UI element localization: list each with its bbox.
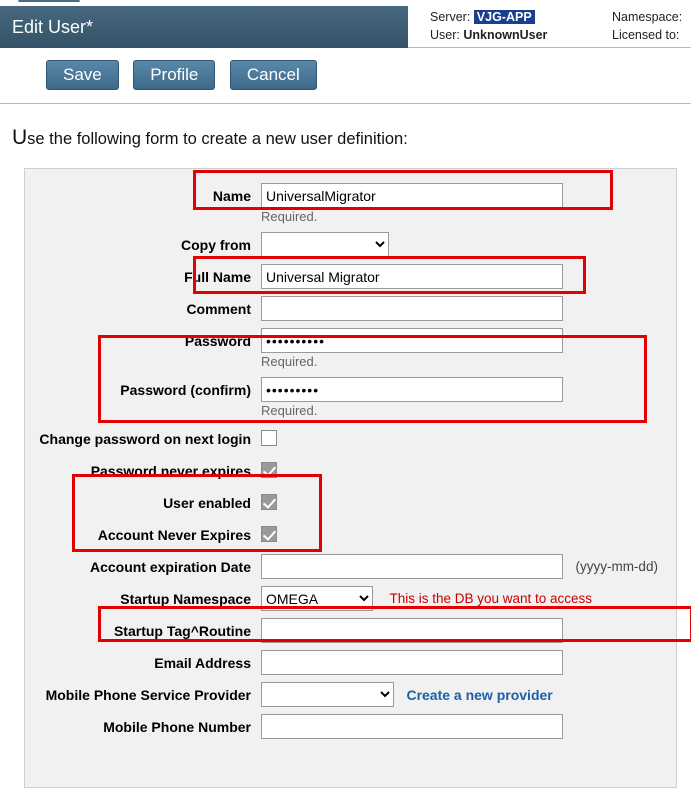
cancel-button[interactable]: Cancel <box>230 60 317 90</box>
email-address-label: Email Address <box>154 655 251 671</box>
intro-dropcap: U <box>12 126 28 149</box>
field-row-password <box>25 328 666 371</box>
comment-input[interactable] <box>261 296 563 321</box>
mobile-number-input[interactable] <box>261 714 563 739</box>
password-never-expires-checkbox[interactable] <box>261 462 277 478</box>
server-info <box>430 8 547 44</box>
user-value: UnknownUser <box>463 28 548 42</box>
startup-tag-routine-label: Startup Tag^Routine <box>113 623 251 639</box>
field-row-startup-namespace <box>25 586 666 612</box>
server-label: Server: <box>430 10 471 24</box>
user-enabled-label: User enabled <box>163 495 251 511</box>
startup-namespace-label: Startup Namespace <box>120 591 251 607</box>
comment-label: Comment <box>186 301 251 317</box>
licensed-to-label: Licensed to: <box>612 28 680 42</box>
startup-namespace-annotation: This is the DB you want to access <box>389 591 593 606</box>
field-row-account-expiration-date <box>25 554 666 580</box>
field-row-account-never-expires <box>25 522 666 548</box>
user-enabled-checkbox[interactable] <box>261 494 277 510</box>
namespace-label: Namespace: <box>612 10 683 24</box>
email-address-input[interactable] <box>261 650 563 675</box>
user-label: User: <box>430 28 460 42</box>
change-password-checkbox[interactable] <box>261 430 277 446</box>
field-row-startup-tag-routine <box>25 618 666 644</box>
password-confirm-input[interactable] <box>261 377 563 402</box>
copy-from-label: Copy from <box>181 237 251 253</box>
server-value: VJG-APP <box>474 10 535 24</box>
field-row-mobile-number <box>25 714 666 740</box>
change-password-label: Change password on next login <box>39 431 251 447</box>
page-title <box>0 6 408 48</box>
full-name-label: Full Name <box>184 269 251 285</box>
mobile-number-label: Mobile Phone Number <box>103 719 251 735</box>
full-name-input[interactable] <box>261 264 563 289</box>
intro-text <box>12 126 691 150</box>
startup-tag-routine-input[interactable] <box>261 618 563 643</box>
account-expiration-date-label: Account expiration Date <box>89 559 251 575</box>
password-label: Password <box>184 333 251 349</box>
page-title-text: Edit User* <box>12 16 94 37</box>
copy-from-select[interactable] <box>261 232 389 257</box>
field-row-user-enabled <box>25 490 666 516</box>
startup-namespace-select[interactable] <box>261 586 373 611</box>
password-never-expires-label: Password never expires <box>90 463 251 479</box>
field-row-name <box>25 183 666 226</box>
window-header <box>0 0 691 48</box>
field-row-password-never-expires <box>25 458 666 484</box>
field-row-comment <box>25 296 666 322</box>
save-button[interactable]: Save <box>46 60 119 90</box>
password-input[interactable] <box>261 328 563 353</box>
name-input[interactable] <box>261 183 563 208</box>
account-expiration-date-input[interactable] <box>261 554 563 579</box>
field-row-mobile-provider <box>25 682 666 708</box>
account-never-expires-label: Account Never Expires <box>97 527 251 543</box>
field-row-change-password <box>25 426 666 452</box>
password-confirm-required-note: Required. <box>261 403 318 418</box>
window-tab-stub[interactable] <box>18 0 80 2</box>
mobile-provider-select[interactable] <box>261 682 394 707</box>
user-form-panel <box>24 168 677 788</box>
password-confirm-label: Password (confirm) <box>120 382 251 398</box>
account-expiration-date-hint: (yyyy-mm-dd) <box>575 559 658 574</box>
profile-button[interactable]: Profile <box>133 60 215 90</box>
password-required-note: Required. <box>261 354 318 369</box>
name-label: Name <box>212 188 251 204</box>
toolbar <box>0 48 691 104</box>
account-never-expires-checkbox[interactable] <box>261 526 277 542</box>
name-required-note: Required. <box>261 209 318 224</box>
field-row-password-confirm <box>25 377 666 420</box>
field-row-full-name <box>25 264 666 290</box>
mobile-provider-label: Mobile Phone Service Provider <box>45 687 251 703</box>
field-row-copy-from <box>25 232 666 258</box>
field-row-email-address <box>25 650 666 676</box>
create-provider-link[interactable]: Create a new provider <box>406 687 553 703</box>
intro-rest: se the following form to create a new user definition: <box>27 130 408 148</box>
